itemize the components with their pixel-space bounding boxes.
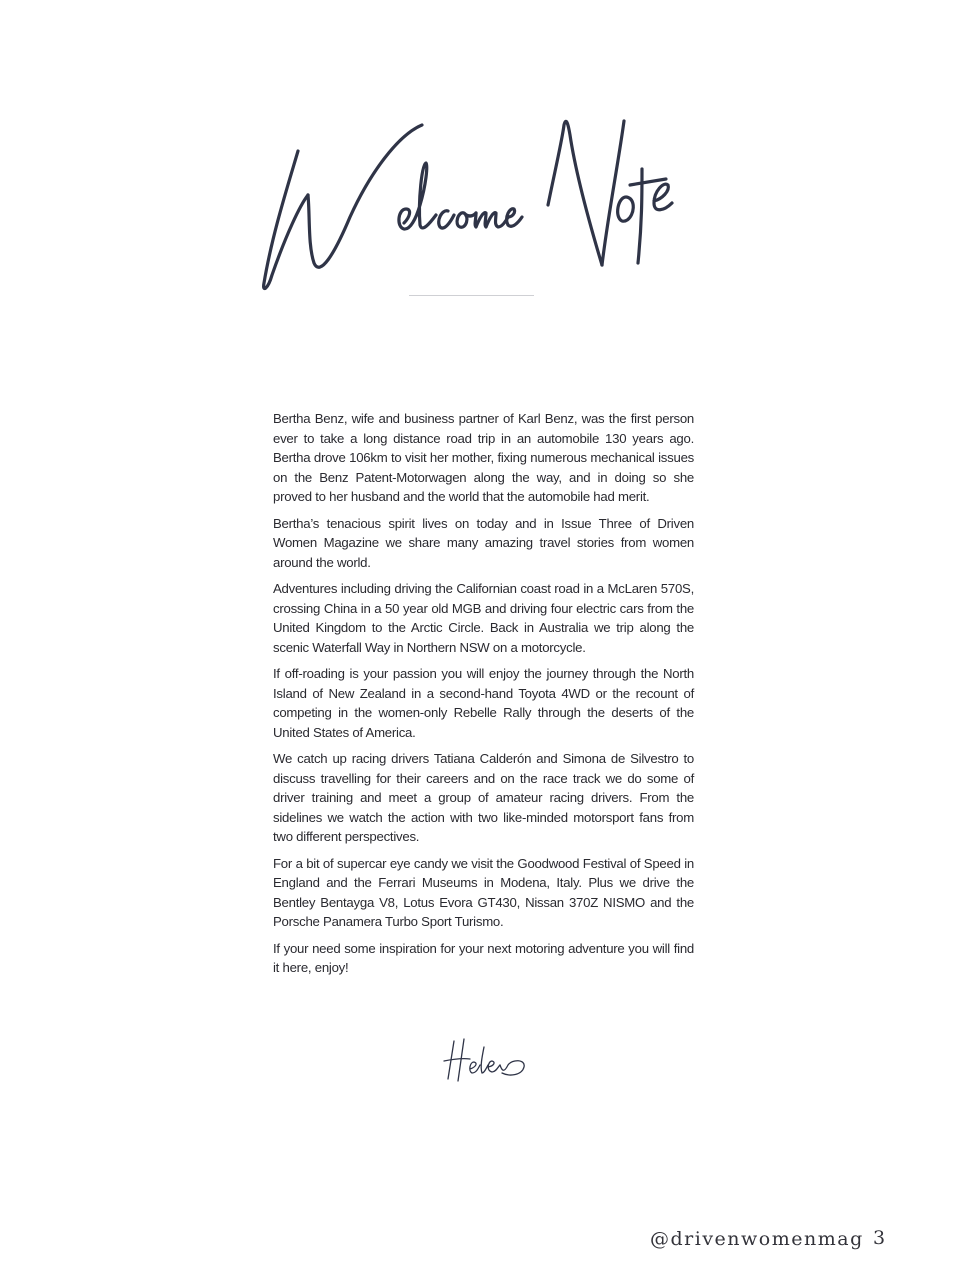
signature-text	[440, 1085, 441, 1086]
script-title-art	[250, 105, 700, 305]
page-number: 3	[873, 1227, 886, 1249]
paragraph: Adventures including driving the Californian coast road in a McLaren 570S, crossing China in a 50 year old MGB and driving four electric cars from the United Kingdom to the Arctic Circle. Back in Australia we trip along the scenic Waterfall Way in Northern NSW on a motorcycle.	[273, 581, 694, 655]
title-divider	[409, 295, 534, 296]
paragraph: If off-roading is your passion you will enjoy the journey through the North Island of New Zealand in a second-hand Toyota 4WD or the recount of competing in the women-only Rebelle Rally through the deserts of the United States of America.	[273, 666, 694, 740]
paragraph: If your need some inspiration for your next motoring adventure you will find it here, enjoy!	[273, 940, 694, 975]
paragraph: We catch up racing drivers Tatiana Calderón and Simona de Silvestro to discuss travelling for their careers and on the race track we do some of driver training and meet a group of amateur racing drivers. From the sidelines we watch the action with two like-minded motorsport fans from two different perspectives.	[273, 751, 694, 844]
signature	[440, 1035, 530, 1085]
page-title-text	[250, 305, 251, 306]
paragraph: Bertha Benz, wife and business partner of Karl Benz, was the first person ever to take a long distance road trip in an automobile 130 years ago. Bertha drove 106km to visit her mother, fixing numerous mechanical issues on the Benz Patent-Motorwagen along the way, and in doing so she proved to her husband and the world that the automobile had merit.	[273, 411, 694, 504]
signature-art	[440, 1035, 530, 1085]
paragraph: For a bit of supercar eye candy we visit the Goodwood Festival of Speed in England and the Ferrari Museums in Modena, Italy. Plus we drive the Bentley Bentayga V8, Lotus Evora GT430, Nissan 370Z NISMO and the Porsche Panamera Turbo Sport Turismo.	[273, 855, 694, 929]
page-title	[250, 105, 700, 305]
letter-body	[273, 409, 694, 985]
footer-social-handle: @drivenwomenmag	[650, 1228, 864, 1250]
paragraph: Bertha’s tenacious spirit lives on today and in Issue Three of Driven Women Magazine we share many amazing travel stories from women around the world.	[273, 515, 694, 570]
